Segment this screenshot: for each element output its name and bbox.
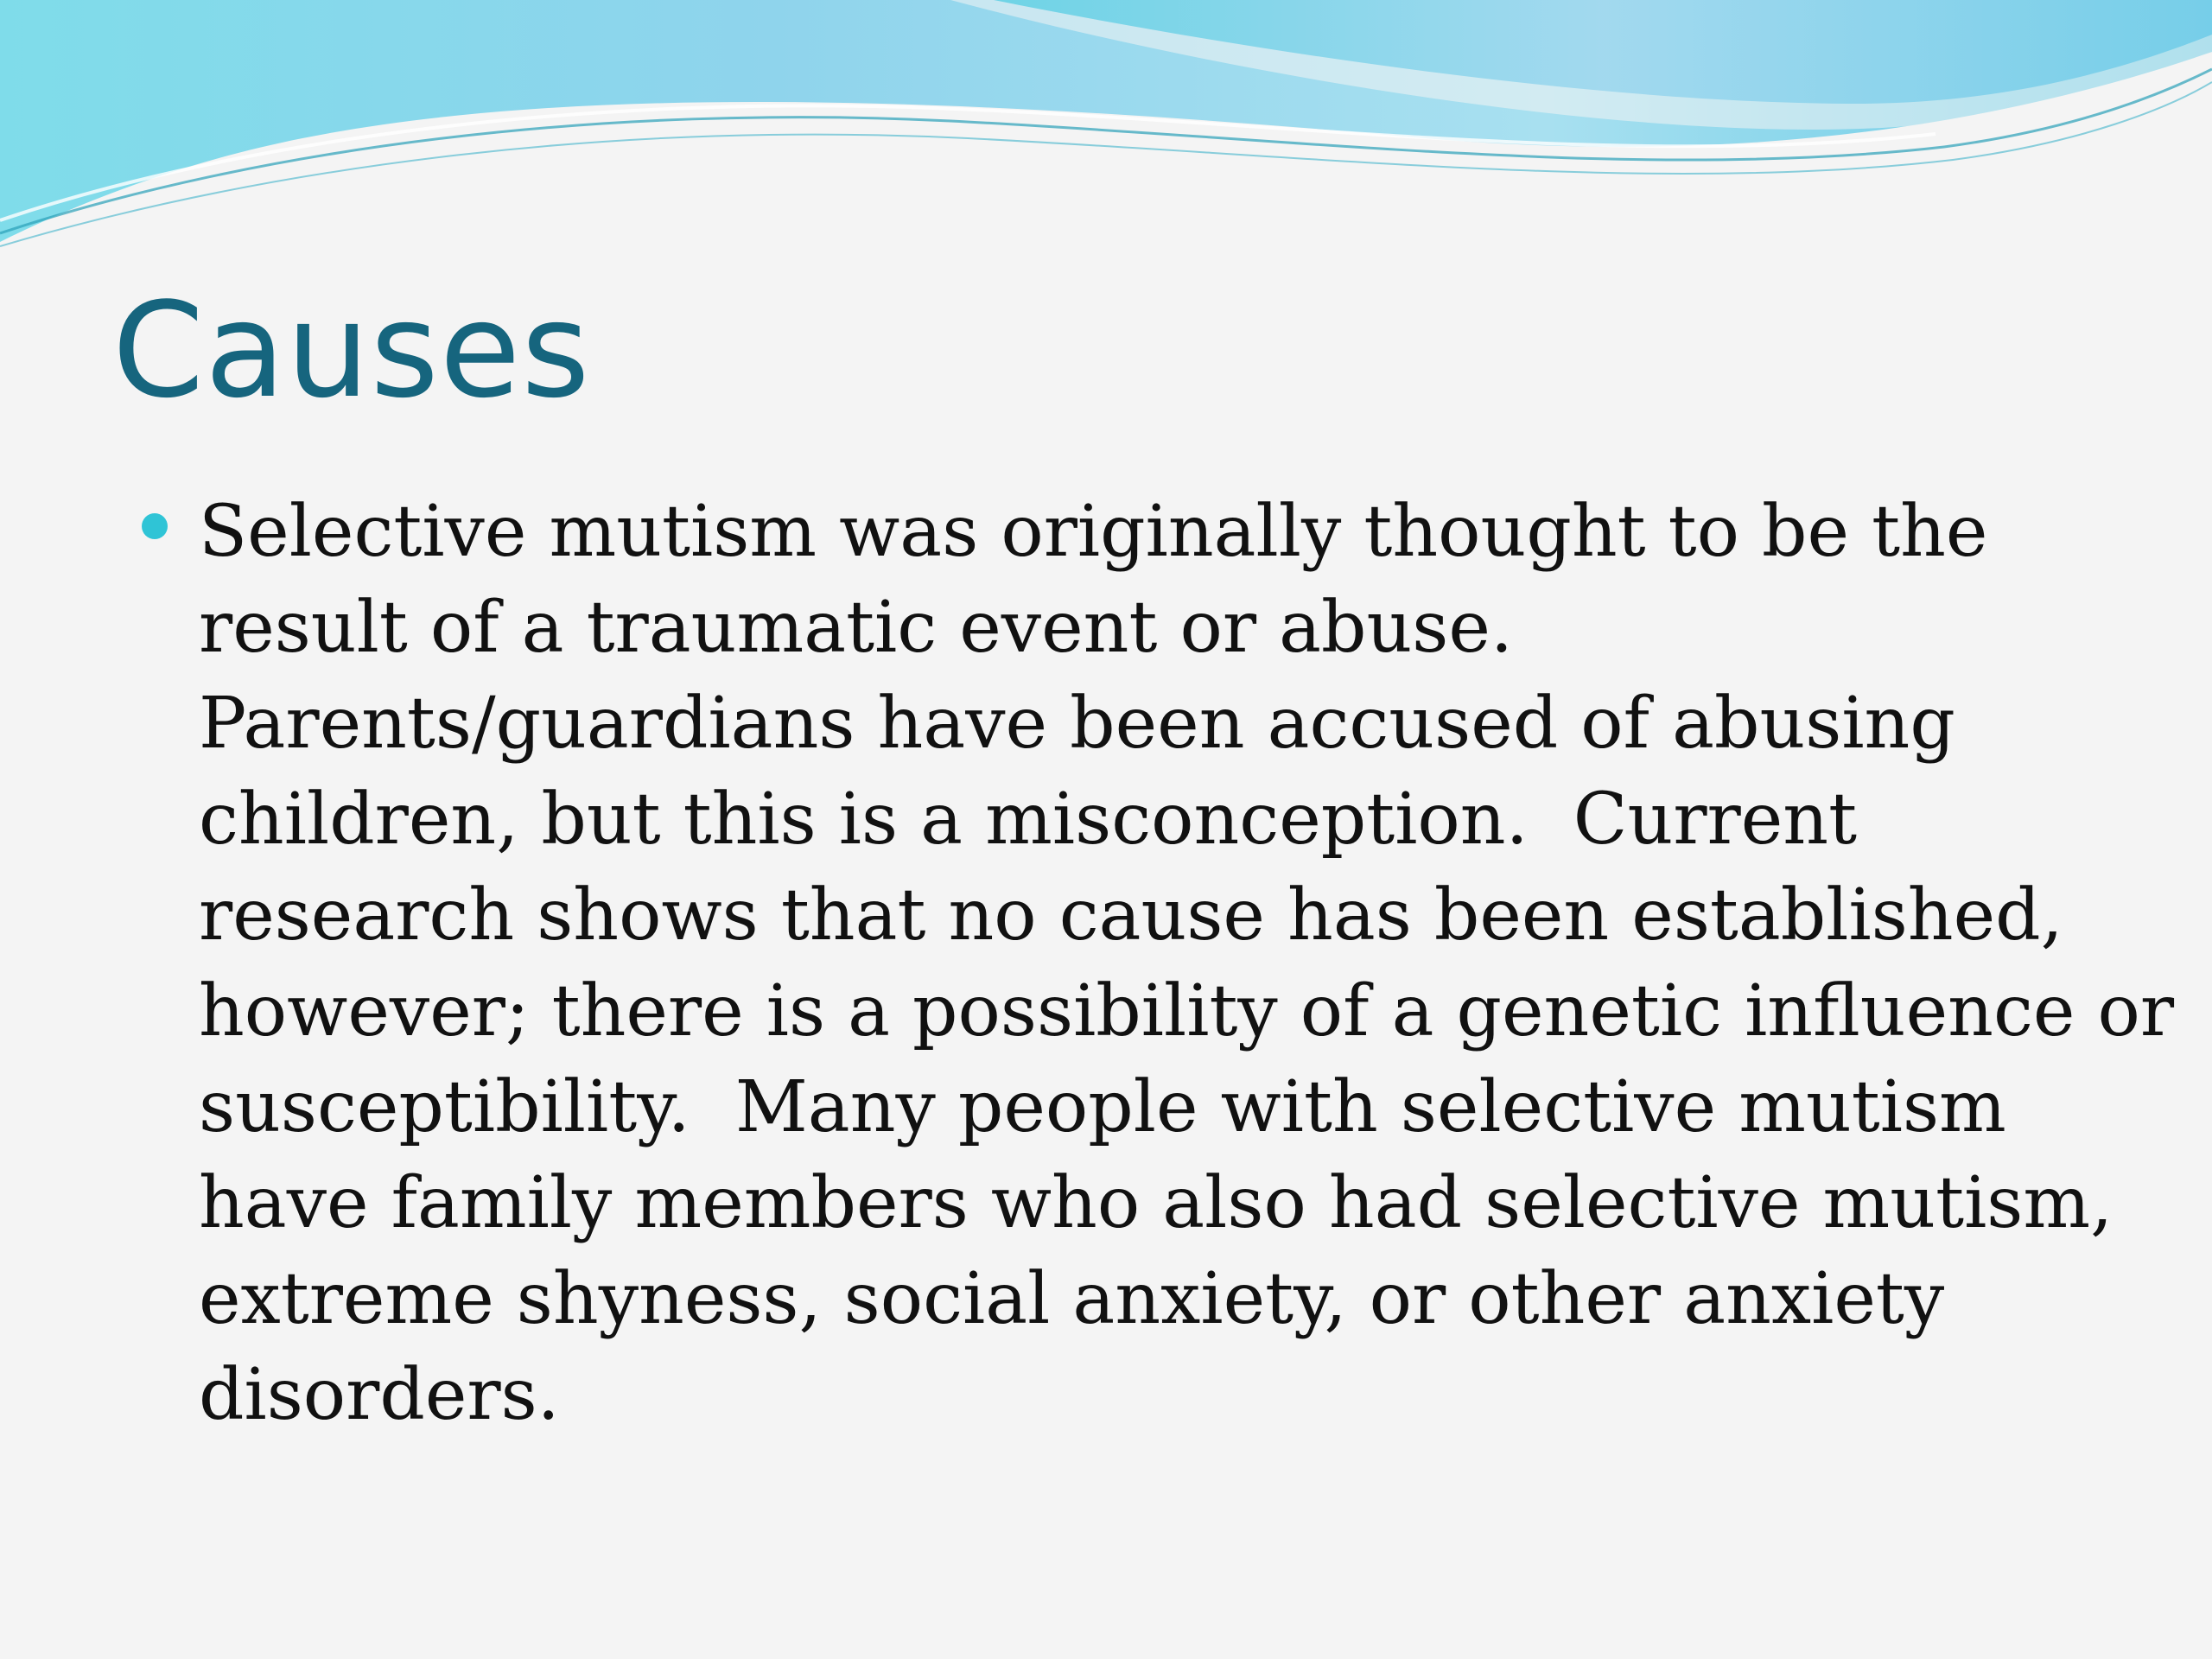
bullet-text-line: Parents/guardians have been accused of abusing: [199, 683, 1955, 765]
bullet-dot-icon: [142, 513, 168, 539]
slide-title: Causes: [112, 274, 591, 427]
bullet-text-line: however; there is a possibility of a genetic influence or: [199, 970, 2175, 1052]
bullet-text-line: Selective mutism was originally thought to be the: [199, 491, 1988, 573]
bullet-text-line: susceptibility. Many people with selective mutism: [199, 1066, 2006, 1148]
bullet-text-line: research shows that no cause has been established,: [199, 874, 2063, 957]
bullet-list: [138, 484, 2175, 1443]
bullet-text-line: disorders.: [199, 1354, 560, 1436]
bullet-item: [138, 484, 2175, 1443]
wave-header-graphic: [0, 0, 2212, 259]
bullet-text-line: extreme shyness, social anxiety, or other anxiety: [199, 1258, 1945, 1340]
bullet-text-line: have family members who also had selective mutism,: [199, 1162, 2113, 1244]
bullet-text-line: children, but this is a misconception. Current: [199, 779, 1858, 861]
bullet-text-line: result of a traumatic event or abuse.: [199, 587, 1513, 669]
